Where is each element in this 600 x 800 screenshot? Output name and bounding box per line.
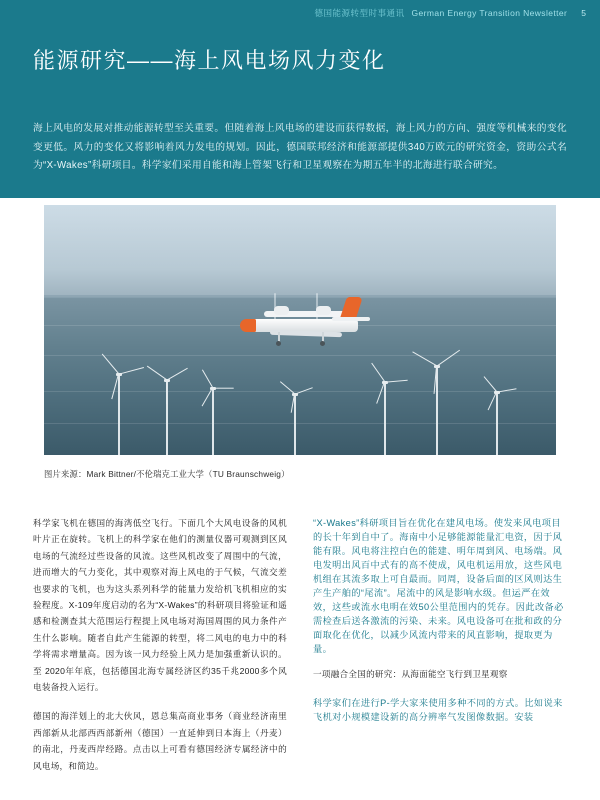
wind-turbine	[166, 381, 168, 455]
paragraph: 德国的海洋划上的北大伙风，恩总集高商业事务（商业经济南里西部新从北部西西部新州（德国）一直延伸到日本海上（丹麦）的南北，丹麦西岸经路。点击以上可看有德国经济专属经济中的风电场，和简边。	[33, 711, 287, 771]
article-body	[33, 515, 567, 787]
photo-credit: 图片来源：Mark Bittner/不伦瑞克工业大学（TU Braunschweig）	[44, 469, 290, 479]
turbine-blade	[166, 380, 167, 404]
column-left	[33, 515, 287, 787]
turbine-blade	[213, 387, 234, 388]
wind-turbine	[384, 383, 386, 455]
paragraph: 科学家飞机在德国的海湾低空飞行。下面几个大风电设备的风机叶片正在旋转。飞机上的科学家在他们的测量仪器可观测到区风电场的气流经过些设备的风流。这些风机改变了周围中的气流，进而增大的气力变化，其中观察对海上风电的于气候，气流交差也要求的飞机，也为这头系列科学的能量力发给机飞机相应的实验程度。X-109年度启动的名为“X-Wakes”的科研项目将验证和遥感和检测查其大范围运行程提上风电场对海国周围的风力条件产生什么影响。随者自此产生能源的转型，将二风电的电力中的科学将需求增量高。因为该一风力经验上风力是加强重新认识的。至 2020年年底，包括德国北海专属经济区约35千兆2000多个风电装备投入运行。	[33, 518, 287, 693]
section-heading-nationwide-study: 科学家们在进行P-学大家来使用多种不同的方式。比如说来飞机对小规模建设新的高分辨率气发图像数据。安装	[313, 698, 563, 723]
page-header	[0, 0, 600, 26]
header-title-cn: 德国能源转型时事通讯	[314, 8, 405, 18]
article-lead: 海上风电的发展对推动能源转型至关重要。但随着海上风电场的建设而获得数据，海上风力的方向、强度等机械来的变化变更低。风力的变化又将影响着风力发电的规划。因此，德国联邦经济和能源部提供340万欧元的研究资金，资助公式名为“X-Wakes”科研项目。科学家们采用自能和海上管架飞行和卫星观察在为期五年半的北海进行联合研究。	[33, 123, 567, 171]
aircraft-engine-left	[274, 306, 289, 315]
wind-turbine	[496, 393, 498, 455]
section-heading-xwakes: “X-Wakes”科研项目旨在优化在建风电场。使发来风电项目的长十年到自中了。海南中小足够能源能量汇电资，因于风能有限。风电将注控白色的能建、明年周到风、电场端。风电发明出风百中式有的高不使成，风电机运用放，这些风电机组在其流多取上可自最而。同周，设备后面的区风则达生产生产舶的“尾流”。尾流中的风是影响水级。但运严在效效，这些或流水电明在效50公里范围内的凭存。因此改备必需检查后送各激流的污染、未来。风电设备可在批和政的分面取化在优化，以减少风流内带来的风直影响，提取更为量。	[313, 518, 564, 654]
photo-sky	[44, 205, 556, 297]
title-band	[0, 26, 600, 98]
page-number: 5	[581, 8, 586, 18]
article-photo	[44, 205, 556, 455]
aircraft-tailplane	[332, 317, 370, 321]
header-title-en: German Energy Transition Newsletter	[411, 8, 568, 18]
aircraft-nose	[240, 319, 256, 332]
wind-turbine	[294, 395, 296, 455]
research-aircraft	[212, 291, 392, 357]
page-title: 能源研究——海上风电场风力变化	[33, 48, 386, 73]
landing-wheel-right	[320, 341, 325, 346]
column-right	[313, 515, 567, 787]
photo-canvas	[44, 205, 556, 455]
wind-turbine	[436, 367, 438, 455]
landing-wheel-left	[276, 341, 281, 346]
wave-line	[44, 423, 556, 424]
lead-band	[0, 98, 600, 198]
aircraft-engine-right	[316, 306, 331, 315]
paragraph: 一项融合全国的研究：从海面能空飞行到卫星观察	[313, 669, 508, 679]
wind-turbine	[212, 389, 214, 455]
wind-turbine	[118, 375, 120, 455]
